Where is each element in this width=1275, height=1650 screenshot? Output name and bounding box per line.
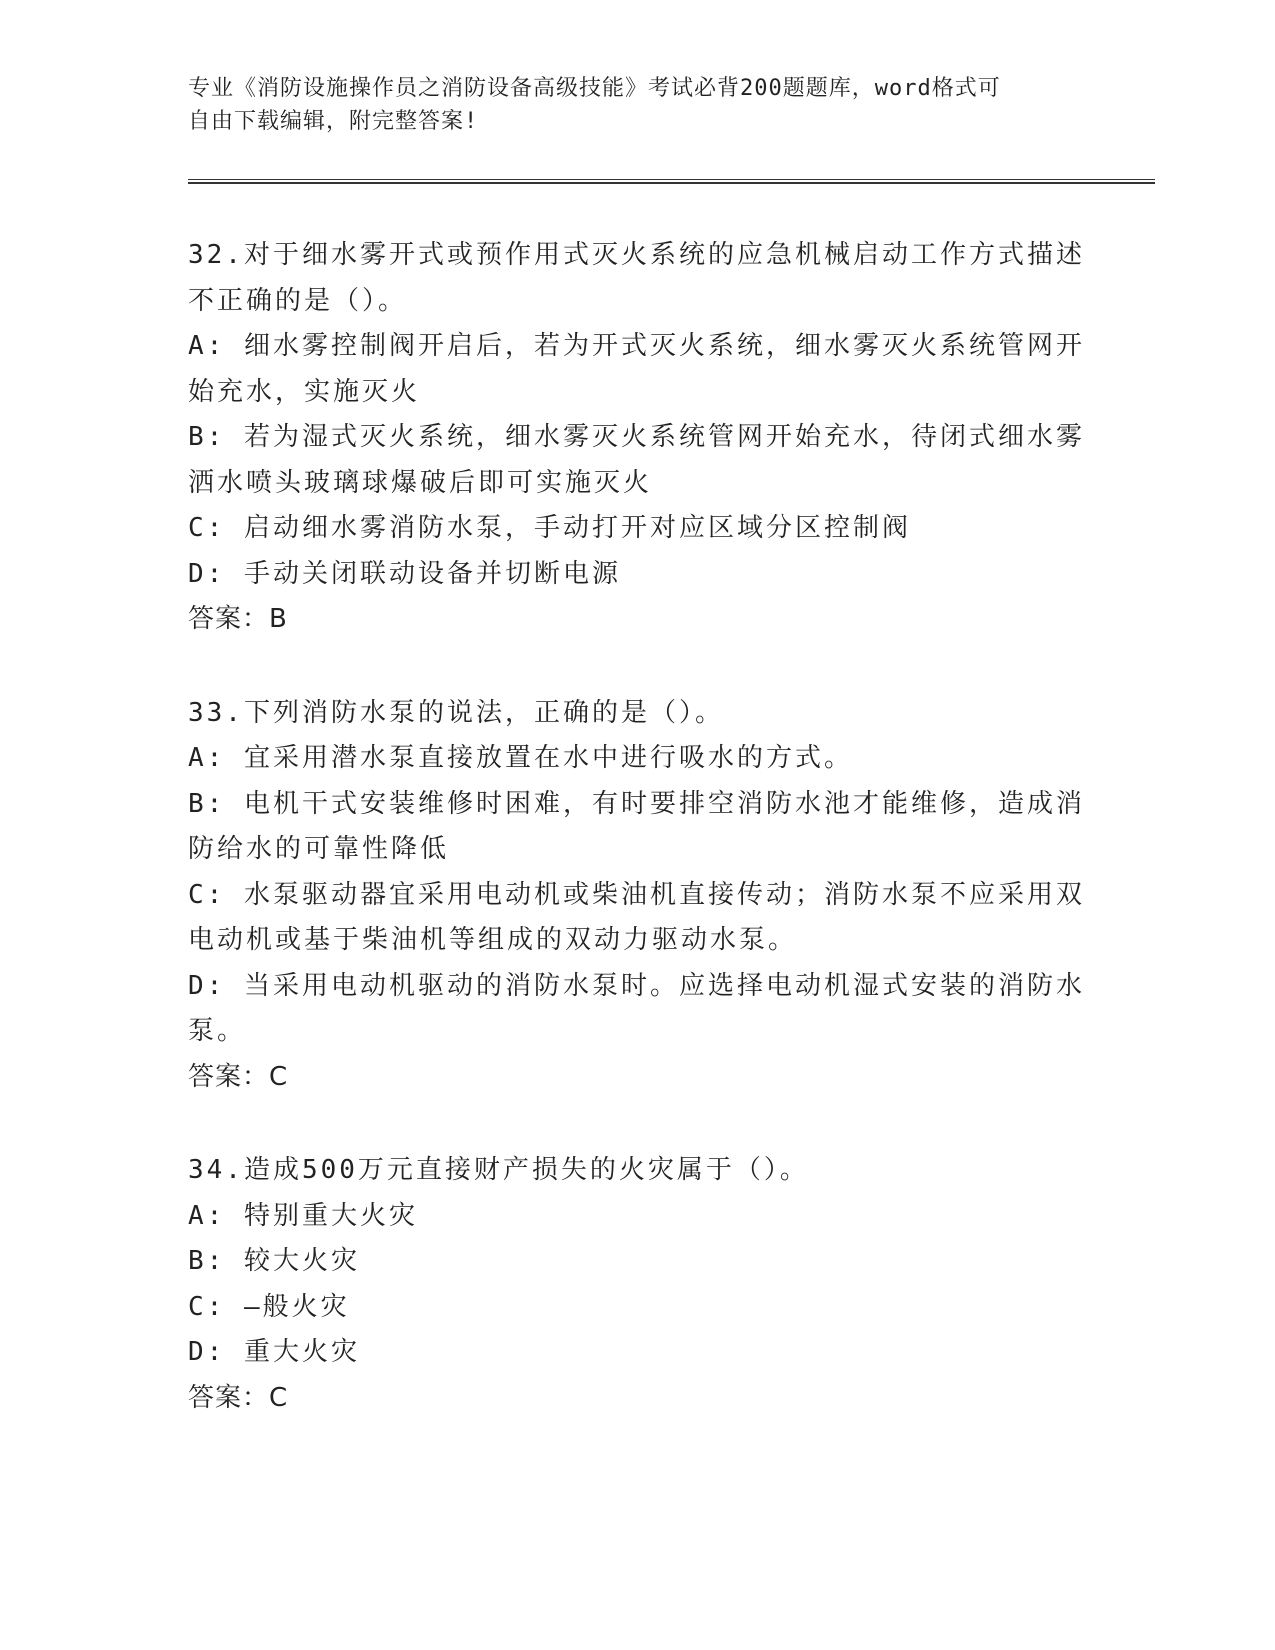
question-33-option-b: B: 电机干式安装维修时困难，有时要排空消防水池才能维修，造成消 — [188, 788, 1085, 819]
question-32-option-d: D: 手动关闭联动设备并切断电源 — [188, 558, 621, 589]
question-34 — [188, 1148, 1088, 1421]
header-divider — [188, 179, 1155, 184]
question-34-option-a: A: 特别重大火灾 — [188, 1200, 418, 1231]
question-33-option-d: D: 当采用电动机驱动的消防水泵时。应选择电动机湿式安装的消防水 — [188, 970, 1085, 1001]
document-header — [188, 72, 1068, 138]
question-34-stem: 34.造成500万元直接财产损失的火灾属于（）。 — [188, 1155, 809, 1185]
question-33-option-b-cont: 防给水的可靠性降低 — [188, 834, 450, 864]
question-33 — [188, 691, 1088, 1101]
question-33-option-d-cont: 泵。 — [188, 1016, 247, 1046]
question-33-option-c-cont: 电动机或基于柴油机等组成的双动力驱动水泵。 — [188, 925, 798, 955]
question-34-option-b: B: 较大火灾 — [188, 1246, 360, 1276]
question-32-option-a: A: 细水雾控制阀开启后，若为开式灭火系统，细水雾灭火系统管网开 — [188, 331, 1085, 361]
question-list — [188, 233, 1088, 1469]
question-33-option-a: A: 宜采用潜水泵直接放置在水中进行吸水的方式。 — [188, 743, 853, 773]
question-33-option-c: C: 水泵驱动器宜采用电动机或柴油机直接传动；消防水泵不应采用双 — [188, 879, 1085, 910]
question-32-answer: 答案：B — [188, 604, 288, 634]
question-34-option-c: C: —般火灾 — [188, 1291, 350, 1322]
question-32-option-b-cont: 洒水喷头玻璃球爆破后即可实施灭火 — [188, 467, 653, 498]
question-32 — [188, 233, 1088, 643]
header-line-2: 自由下载编辑，附完整答案! — [188, 109, 479, 134]
question-32-stem-line-1: 32.对于细水雾开式或预作用式灭火系统的应急机械启动工作方式描述 — [188, 240, 1085, 270]
header-line-1: 专业《消防设施操作员之消防设备高级技能》考试必背200题题库，word格式可 — [188, 76, 1001, 101]
question-32-stem-line-2: 不正确的是（）。 — [188, 285, 408, 316]
question-32-option-a-cont: 始充水，实施灭火 — [188, 376, 421, 407]
question-34-answer: 答案：C — [188, 1382, 289, 1413]
question-32-option-b: B: 若为湿式灭火系统，细水雾灭火系统管网开始充水，待闭式细水雾 — [188, 422, 1085, 452]
question-34-option-d: D: 重大火灾 — [188, 1337, 360, 1367]
question-33-stem: 33.下列消防水泵的说法，正确的是（）。 — [188, 697, 724, 728]
question-33-answer: 答案：C — [188, 1061, 289, 1092]
question-32-option-c: C: 启动细水雾消防水泵，手动打开对应区域分区控制阀 — [188, 513, 911, 543]
